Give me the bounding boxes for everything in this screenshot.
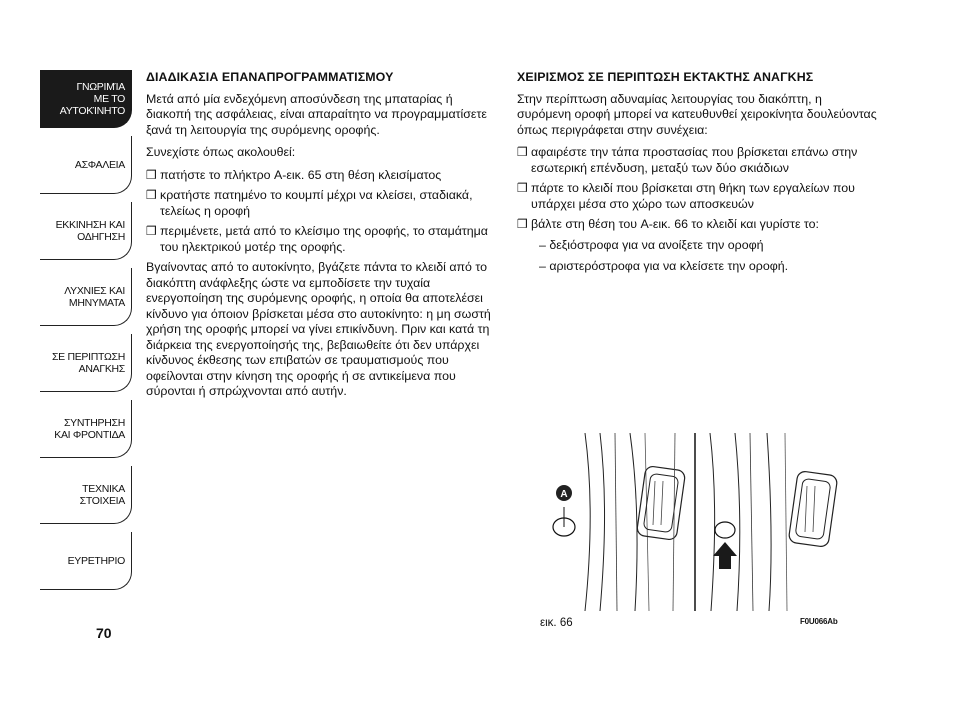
list-item: ❒ βάλτε στη θέση του A-εικ. 66 το κλειδί και γυρίστε το: (517, 217, 819, 231)
chapter-sidebar (40, 70, 132, 598)
roof-illustration (545, 433, 842, 611)
checkbox-bullet-icon: ❒ (146, 224, 157, 238)
section-heading-reprogramming: ΔΙΑΔΙΚΑΣΙΑ ΕΠΑΝΑΠΡΟΓΡΑΜΜΑΤΙΣΜΟΥ (146, 70, 394, 84)
tab-starting-driving[interactable]: ΕΚΚΙΝΗΣΗ ΚΑΙ ΟΔΗΓΗΣΗ (40, 202, 132, 260)
protective-cap-icon (715, 522, 735, 538)
checkbox-bullet-icon: ❒ (517, 181, 528, 195)
tab-index[interactable]: ΕΥΡΕΤΗΡΙΟ (40, 532, 132, 590)
right-column (517, 70, 877, 281)
checkbox-bullet-icon: ❒ (146, 188, 157, 202)
section-heading-emergency: ΧΕΙΡΙΣΜΟΣ ΣΕ ΠΕΡΙΠΤΩΣΗ ΕΚΤΑΚΤΗΣ ΑΝΑΓΚΗΣ (517, 70, 814, 84)
tab-safety[interactable]: ΑΣΦΑΛΕΙΑ (40, 136, 132, 194)
checkbox-bullet-icon: ❒ (146, 167, 157, 182)
tab-warning-lights[interactable]: ΛΥΧΝΙΕΣ ΚΑΙ ΜΗΝΥΜΑΤΑ (40, 268, 132, 326)
list-item: ❒ πάρτε το κλειδί που βρίσκεται στη θήκη των εργαλείων που υπάρχει μέσα στο χώρο των αποσκευών (517, 181, 855, 211)
paragraph-warning: Βγαίνοντας από το αυτοκίνητο, βγάζετε πάντα το κλειδί από το διακόπτη ανάφλεξης ώστε να εμποδίσετε την τυχαία ενεργοποίηση της συρόμενης οροφής, η οποία θα αποτελέσει κίνδυνο για όποιον βρίσκεται μέσα στο αυτοκίνητο: η μη σωστή χρήση της οροφής μπορεί να γίνει επικίνδυνη. Πριν και κατά τη διάρκεια της ενεργοποίησής της, βεβαιωθείτε ότι δεν υπάρχει κίνδυνος έκθεσης των επιβατών σε τραυματισμούς που οφείλονται στην κίνηση της οροφής ή σε αντικείμενα που σύρονται ή σπρώχνονται από αυτήν. (146, 260, 491, 398)
paragraph-intro: Στην περίπτωση αδυναμίας λειτουργίας του διακόπτη, η συρόμενη οροφή μπορεί να κατευθυνθεί χειροκίνητα δουλεύοντας όπως περιγράφεται στην συνέχεια: (517, 91, 877, 137)
sub-item-open: – δεξιόστροφα για να ανοίξετε την οροφή (539, 237, 764, 252)
tab-maintenance[interactable]: ΣΥΝΤΗΡΗΣΗ ΚΑΙ ΦΡΟΝΤΙΔΑ (40, 400, 132, 458)
checkbox-bullet-icon: ❒ (517, 145, 528, 159)
paragraph-intro: Μετά από μία ενδεχόμενη αποσύνδεση της μπαταρίας ή διακοπή της ασφάλειας, είναι απαραίτητο να προγραμματίσετε ξανά τη λειτουργία της συρόμενης οροφής. (146, 91, 487, 137)
page-number: 70 (96, 625, 112, 641)
list-item: ❒ πατήστε το πλήκτρο A-εικ. 65 στη θέση κλεισίματος (146, 167, 442, 182)
left-panel-illustration (585, 433, 686, 611)
list-item: ❒ αφαιρέστε την τάπα προστασίας που βρίσκεται επάνω στην εσωτερική επένδυση, μεταξύ των δύο σκιάδιων (517, 145, 858, 175)
figure-caption: εικ. 66 (540, 617, 573, 629)
paragraph-lead: Συνεχίστε όπως ακολουθεί: (146, 145, 296, 159)
tab-technical-data[interactable]: ΤΕΧΝΙΚΑ ΣΤΟΙΧΕΙΑ (40, 466, 132, 524)
figure-code: F0U066Ab (800, 617, 838, 626)
svg-text:A: A (560, 489, 568, 500)
left-column (146, 70, 498, 407)
list-item: ❒ περιμένετε, μετά από το κλείσιμο της οροφής, το σταμάτημα του ηλεκτρικού μοτέρ της οροφής. (146, 224, 488, 254)
sub-item-close: – αριστερόστροφα για να κλείσετε την οροφή. (539, 259, 789, 273)
figure-roof-manual-operation (545, 433, 842, 611)
checkbox-bullet-icon: ❒ (517, 217, 528, 231)
arrow-up-icon (713, 542, 737, 569)
tab-getting-to-know-car[interactable]: ΓΝΩΡΙΜΊΑ ΜΕ ΤΟ ΑΥΤΟΚΊΝΗΤΟ (40, 70, 132, 128)
right-panel-illustration (710, 433, 838, 611)
list-item: ❒ κρατήστε πατημένο το κουμπί μέχρι να κλείσει, σταδιακά, τελείως η οροφή (146, 188, 473, 218)
tab-emergency[interactable]: ΣΕ ΠΕΡΙΠΤΩΣΗ ΑΝΑΓΚΗΣ (40, 334, 132, 392)
